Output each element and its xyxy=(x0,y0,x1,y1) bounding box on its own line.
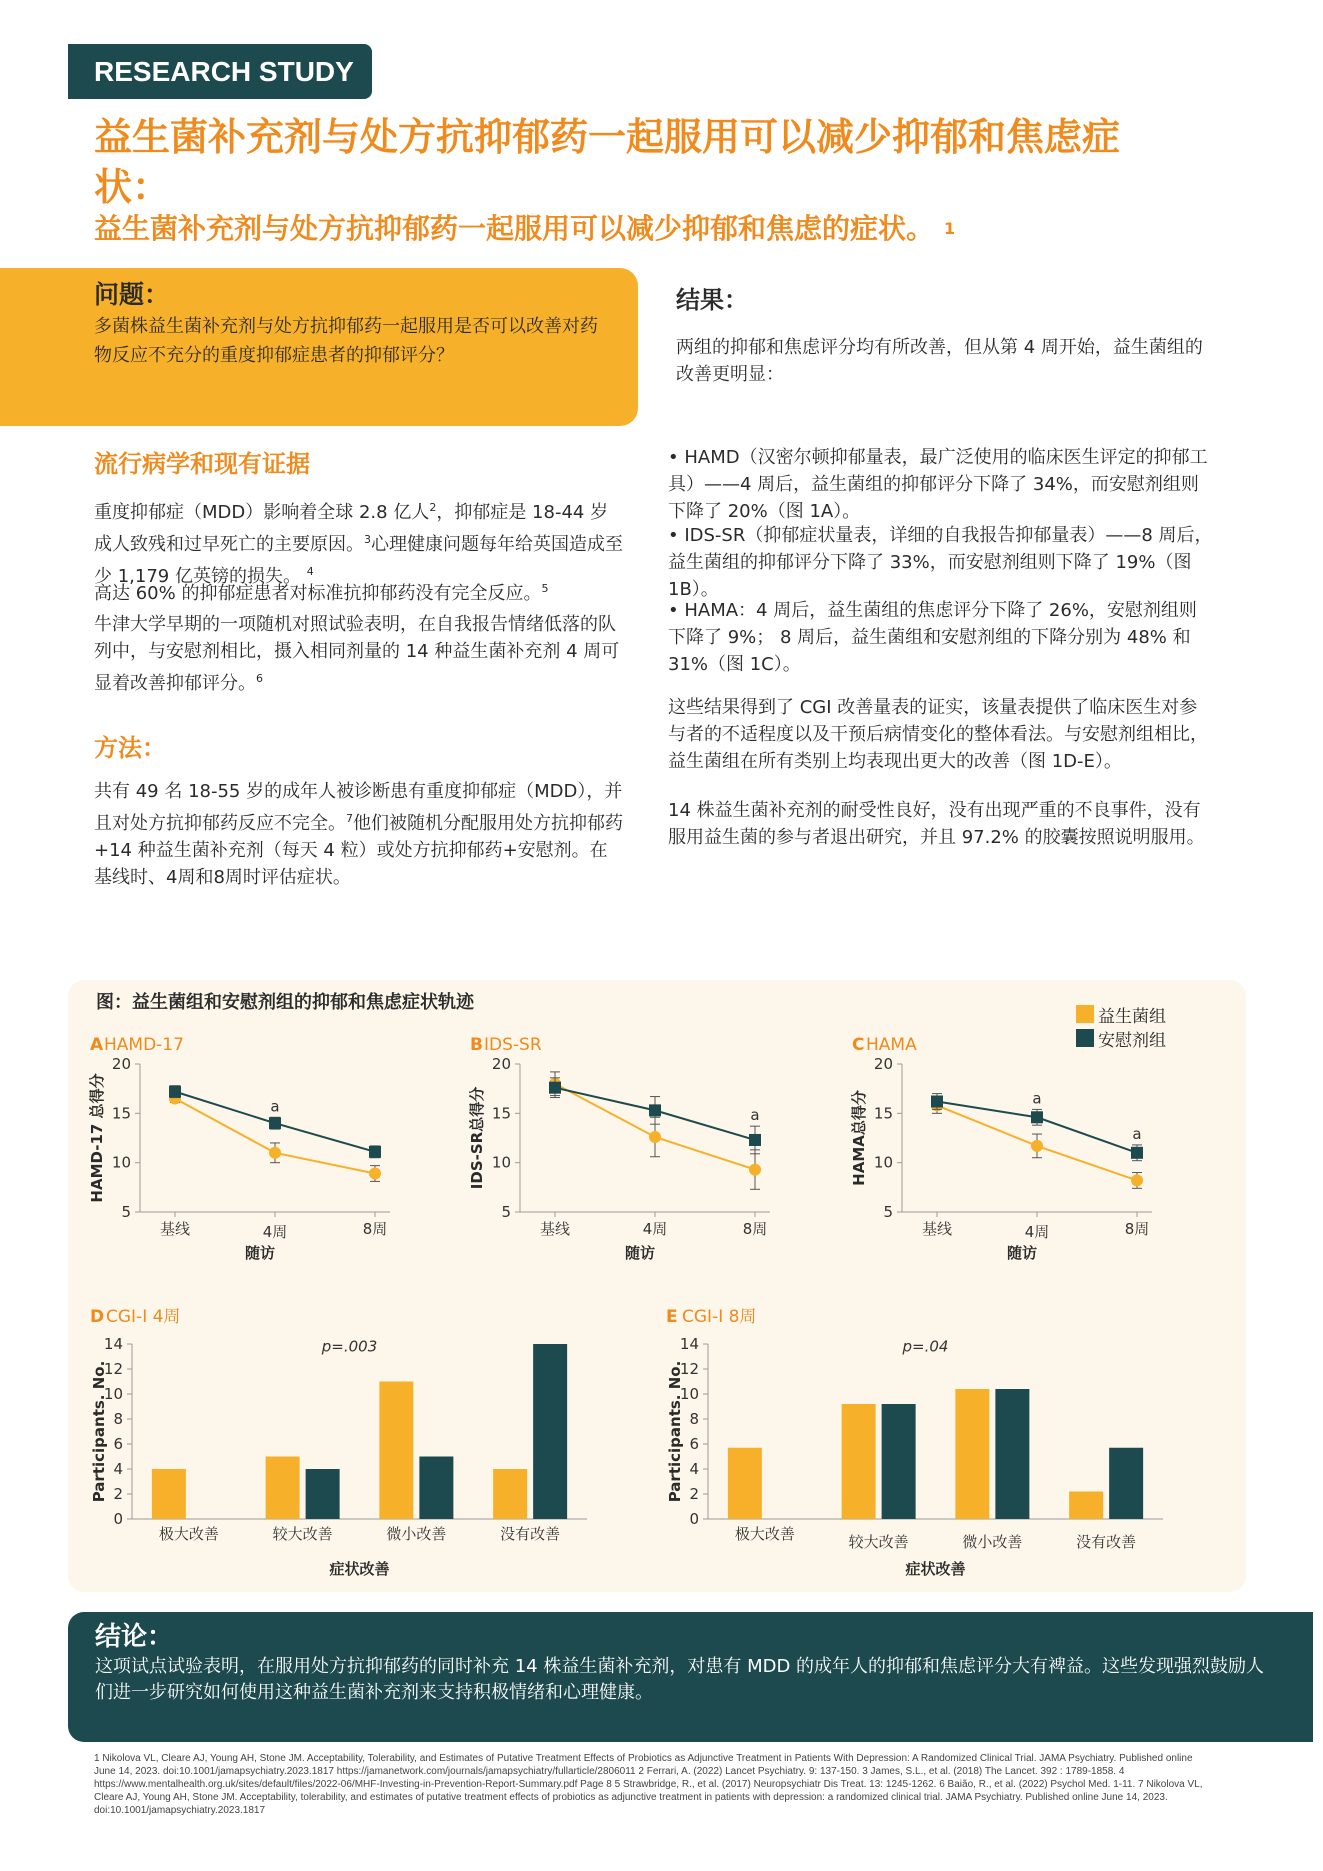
conclusion-text: 这项试点试验表明，在服用处方抗抑郁药的同时补充 14 株益生菌补充剂，对患有 MDD 的成年人的抑郁和焦虑评分大有裨益。这些发现强烈鼓励人们进一步研究如何使用这种益生菌补充剂来支持积极情绪和心理健康。 xyxy=(95,1656,1265,1703)
bar-probiotic xyxy=(493,1469,527,1519)
chart-title: HAMD-17 xyxy=(104,1035,184,1055)
p-value: p=.04 xyxy=(902,1337,949,1356)
bar-placebo xyxy=(306,1469,340,1519)
methods-text-2: 他们被随机分配服用处方抗抑郁药+14 种益生菌补充剂（每天 4 粒）或处方抗抑郁药+安慰剂。在基线时、4周和8周时评估症状。 xyxy=(94,813,623,888)
bar-probiotic xyxy=(379,1382,413,1520)
methods-heading: 方法： xyxy=(94,734,166,762)
page-title: 益生菌补充剂与处方抗抑郁药一起服用可以减少抑郁和焦虑症状： xyxy=(94,115,1121,209)
y-tick-label: 8 xyxy=(113,1410,123,1428)
data-point-placebo xyxy=(549,1082,561,1094)
y-axis-label: HAMD-17 总得分 xyxy=(88,1073,106,1203)
question-box xyxy=(0,268,638,426)
significance-mark: a xyxy=(750,1106,760,1125)
question-text: 多菌株益生菌补充剂与处方抗抑郁药一起服用是否可以改善对药物反应不充分的重度抑郁症患者的抑郁评分？ xyxy=(94,316,598,366)
x-tick-label: 没有改善 xyxy=(500,1525,561,1543)
y-tick-label: 4 xyxy=(689,1460,699,1478)
methods-text: 共有 49 名 18-55 岁的成年人被诊断患有重度抑郁症（MDD），并且对处方抗抑郁药反应不完全。 xyxy=(94,781,623,834)
data-point-placebo xyxy=(1131,1147,1143,1159)
p-value: p=.003 xyxy=(321,1337,378,1356)
conclusion-box xyxy=(68,1612,1313,1742)
x-tick-label: 极大改善 xyxy=(158,1525,219,1543)
x-tick-label: 微小改善 xyxy=(962,1533,1023,1551)
epi-ref: 4 xyxy=(306,565,314,578)
x-tick-label: 4周 xyxy=(262,1223,288,1241)
epi-p1-b: ，抑郁症是 18-44 岁成人致残和过早死亡的主要原因。 xyxy=(94,502,609,555)
x-axis-label: 症状改善 xyxy=(329,1560,390,1578)
x-axis-label: 随访 xyxy=(244,1244,276,1262)
figure-title: 图：益生菌组和安慰剂组的抑郁和焦虑症状轨迹 xyxy=(96,992,474,1013)
data-point-probiotic xyxy=(1031,1140,1043,1152)
bar-probiotic xyxy=(842,1404,876,1519)
x-tick-label: 基线 xyxy=(921,1220,953,1238)
chart-letter: A xyxy=(90,1035,104,1055)
y-tick-label: 6 xyxy=(689,1435,699,1453)
page-subtitle xyxy=(94,210,1244,248)
legend-swatch xyxy=(1076,1005,1094,1023)
chart-b-ids-sr xyxy=(470,1030,830,1290)
results-cgi-paragraph: 这些结果得到了 CGI 改善量表的证实，该量表提供了临床医生对参与者的不适程度以及干预后病情变化的整体看法。与安慰剂组相比，益生菌组在所有类别上均表现出更大的改善（图 1D-E）。 xyxy=(668,697,1208,772)
x-axis-label: 随访 xyxy=(624,1244,656,1262)
y-tick-label: 5 xyxy=(501,1203,511,1221)
y-tick-label: 10 xyxy=(679,1385,699,1403)
data-point-probiotic xyxy=(269,1147,281,1159)
research-study-tag: RESEARCH STUDY xyxy=(68,44,372,99)
y-tick-label: 14 xyxy=(679,1335,699,1353)
y-tick-label: 15 xyxy=(491,1104,511,1123)
y-tick-label: 14 xyxy=(103,1335,123,1353)
x-tick-label: 微小改善 xyxy=(386,1525,447,1543)
data-point-placebo xyxy=(649,1104,661,1116)
y-tick-label: 6 xyxy=(113,1435,123,1453)
chart-letter: B xyxy=(470,1035,483,1055)
bar-probiotic xyxy=(955,1389,989,1519)
significance-mark: a xyxy=(1132,1124,1142,1143)
chart-letter: C xyxy=(852,1035,865,1055)
bar-probiotic xyxy=(152,1469,186,1519)
bar-placebo xyxy=(533,1344,567,1519)
bar-probiotic xyxy=(728,1448,762,1519)
y-tick-label: 0 xyxy=(113,1510,123,1528)
chart-letter: D xyxy=(90,1307,105,1327)
epi-heading: 流行病学和现有证据 xyxy=(94,450,310,478)
y-axis-label: Participants. No. xyxy=(90,1360,108,1503)
y-tick-label: 5 xyxy=(883,1203,893,1221)
bar-probiotic xyxy=(1069,1492,1103,1520)
chart-title: CGI-I 8周 xyxy=(682,1307,757,1327)
data-point-probiotic xyxy=(649,1131,661,1143)
chart-title: IDS-SR xyxy=(484,1035,542,1055)
subtitle-text: 益生菌补充剂与处方抗抑郁药一起服用可以减少抑郁和焦虑的症状。 xyxy=(94,212,935,245)
data-point-probiotic xyxy=(1131,1174,1143,1186)
subtitle-ref: 1 xyxy=(944,219,956,238)
chart-a-hamd xyxy=(90,1030,450,1290)
data-point-placebo xyxy=(269,1117,281,1129)
bar-placebo xyxy=(419,1457,453,1520)
y-tick-label: 8 xyxy=(689,1410,699,1428)
y-tick-label: 15 xyxy=(111,1104,131,1123)
y-tick-label: 10 xyxy=(103,1385,123,1403)
results-tolerability-paragraph: 14 株益生菌补充剂的耐受性良好，没有出现严重的不良事件，没有服用益生菌的参与者退出研究，并且 97.2% 的胶囊按照说明服用。 xyxy=(668,800,1205,848)
chart-title: HAMA xyxy=(866,1035,917,1055)
legend-label: 安慰剂组 xyxy=(1098,1030,1166,1051)
results-intro: 两组的抑郁和焦虑评分均有所改善，但从第 4 周开始，益生菌组的改善更明显： xyxy=(676,337,1203,385)
y-tick-label: 2 xyxy=(689,1485,699,1503)
data-point-placebo xyxy=(1031,1111,1043,1123)
x-tick-label: 8周 xyxy=(1124,1220,1150,1238)
epi-p1-a: 重度抑郁症（MDD）影响着全球 2.8 亿人 xyxy=(94,502,430,523)
data-point-placebo xyxy=(749,1134,761,1146)
methods-ref: 7 xyxy=(346,812,353,825)
significance-mark: a xyxy=(1032,1089,1042,1108)
results-bullet: • IDS-SR（抑郁症状量表，详细的自我报告抑郁量表）——8 周后，益生菌组的抑郁评分下降了 33%，而安慰剂组则下降了 19%（图 1B）。 xyxy=(668,525,1213,600)
y-tick-label: 20 xyxy=(111,1055,131,1073)
results-bullet: • HAMD（汉密尔顿抑郁量表，最广泛使用的临床医生评定的抑郁工具）——4 周后，益生菌组的抑郁评分下降了 34%，而安慰剂组则下降了 20%（图 1A）。 xyxy=(668,447,1208,522)
epi-p1-c: 心理健康问题每年给英国造成至少 1,179 亿英镑的损失。 xyxy=(94,534,623,587)
x-tick-label: 4周 xyxy=(642,1220,668,1238)
conclusion-heading: 结论： xyxy=(95,1622,174,1652)
x-tick-label: 极大改善 xyxy=(734,1525,795,1543)
epi-p2: 高达 60% 的抑郁症患者对标准抗抑郁药没有完全反应。 xyxy=(94,583,542,604)
methods-paragraph xyxy=(94,778,624,891)
bar-placebo xyxy=(882,1404,916,1519)
y-tick-label: 2 xyxy=(113,1485,123,1503)
y-tick-label: 20 xyxy=(873,1055,893,1073)
x-tick-label: 8周 xyxy=(742,1220,768,1238)
y-tick-label: 12 xyxy=(679,1360,699,1378)
epi-ref: 6 xyxy=(256,672,263,685)
data-point-probiotic xyxy=(749,1164,761,1176)
x-axis-label: 症状改善 xyxy=(905,1560,966,1578)
y-tick-label: 0 xyxy=(689,1510,699,1528)
y-axis-label: Participants. No. xyxy=(666,1360,684,1503)
y-tick-label: 10 xyxy=(873,1153,893,1172)
epi-p3: 牛津大学早期的一项随机对照试验表明，在自我报告情绪低落的队列中，与安慰剂相比，摄入相同剂量的 14 种益生菌补充剂 4 周可显着改善抑郁评分。 xyxy=(94,614,620,694)
epi-paragraph-3 xyxy=(94,611,624,697)
significance-mark: a xyxy=(270,1097,280,1116)
data-point-placebo xyxy=(931,1095,943,1107)
y-tick-label: 15 xyxy=(873,1104,893,1123)
y-tick-label: 5 xyxy=(121,1203,131,1221)
legend-item-probiotic xyxy=(1076,1002,1166,1026)
x-tick-label: 没有改善 xyxy=(1076,1533,1137,1551)
x-tick-label: 较大改善 xyxy=(848,1533,909,1551)
chart-c-hama xyxy=(852,1030,1212,1290)
results-heading: 结果： xyxy=(676,286,748,314)
y-tick-label: 20 xyxy=(491,1055,511,1073)
chart-e-cgi-8w xyxy=(666,1302,1186,1592)
results-bullet: • HAMA：4 周后，益生菌组的焦虑评分下降了 26%，安慰剂组则下降了 9%； 8 周后，益生菌组和安慰剂组的下降分别为 48% 和 31%（图 1C）。 xyxy=(668,600,1197,675)
y-tick-label: 10 xyxy=(491,1153,511,1172)
chart-d-cgi-4w xyxy=(90,1302,610,1592)
x-tick-label: 基线 xyxy=(539,1220,571,1238)
y-axis-label: HAMA总得分 xyxy=(850,1090,868,1186)
epi-ref: 2 xyxy=(429,501,437,514)
y-tick-label: 12 xyxy=(103,1360,123,1378)
epi-ref: 3 xyxy=(364,533,371,546)
references: 1 Nikolova VL, Cleare AJ, Young AH, Stone JM. Acceptability, Tolerability, and Estimates of Putative Treatment Effects of Probiotics as Adjunctive Treatment in Patients With Depression: A Randomized Clinical Trial. JAMA Psychiatry. Published online June 14, 2023. doi:10.1001/jamapsychiatry.2023.1817 https://jamanetwork.com/journals/jamapsychiatry/fullarticle/2806011 2 Ferrari, A. (2022) Lancet Psychiatry. 9: 137-150. 3 James, S.L., et al. (2018) The Lancet. 392 : 1789-1858. 4 https://www.mentalhealth.org.uk/sites/default/files/2022-06/MHF-Investing-in-Prevention-Report-Summary.pdf Page 8 5 Strawbridge, R., et al. (2017) Neuropsychiatr Dis Treat. 13: 1245-1262. 6 Baião, R., et al. (2022) Psychol Med. 1-11. 7 Nikolova VL, Cleare AJ, Young AH, Stone JM. Acceptability, tolerability, and estimates of putative treatment effects of probiotics as adjunctive treatment in patients with depression: a randomized clinical trial. JAMA Psychiatry. Published online June 14, 2023. doi:10.1001/jamapsychiatry.2023.1817 xyxy=(94,1753,1203,1816)
epi-ref: 5 xyxy=(541,582,549,595)
chart-letter: E xyxy=(666,1307,678,1327)
x-tick-label: 基线 xyxy=(159,1220,191,1238)
y-tick-label: 4 xyxy=(113,1460,123,1478)
data-point-placebo xyxy=(369,1146,381,1158)
y-tick-label: 10 xyxy=(111,1153,131,1172)
chart-title: CGI-I 4周 xyxy=(106,1307,181,1327)
x-axis-label: 随访 xyxy=(1006,1244,1038,1262)
x-tick-label: 4周 xyxy=(1024,1223,1050,1241)
question-heading: 问题： xyxy=(94,280,170,309)
y-axis-label: IDS-SR总得分 xyxy=(468,1086,486,1190)
data-point-probiotic xyxy=(369,1168,381,1180)
legend-label: 益生菌组 xyxy=(1098,1006,1166,1027)
x-tick-label: 8周 xyxy=(362,1220,388,1238)
data-point-placebo xyxy=(169,1086,181,1098)
epi-paragraph-2 xyxy=(94,575,634,607)
x-tick-label: 较大改善 xyxy=(272,1525,333,1543)
bar-probiotic xyxy=(266,1457,300,1520)
bar-placebo xyxy=(995,1389,1029,1519)
bar-placebo xyxy=(1109,1448,1143,1519)
